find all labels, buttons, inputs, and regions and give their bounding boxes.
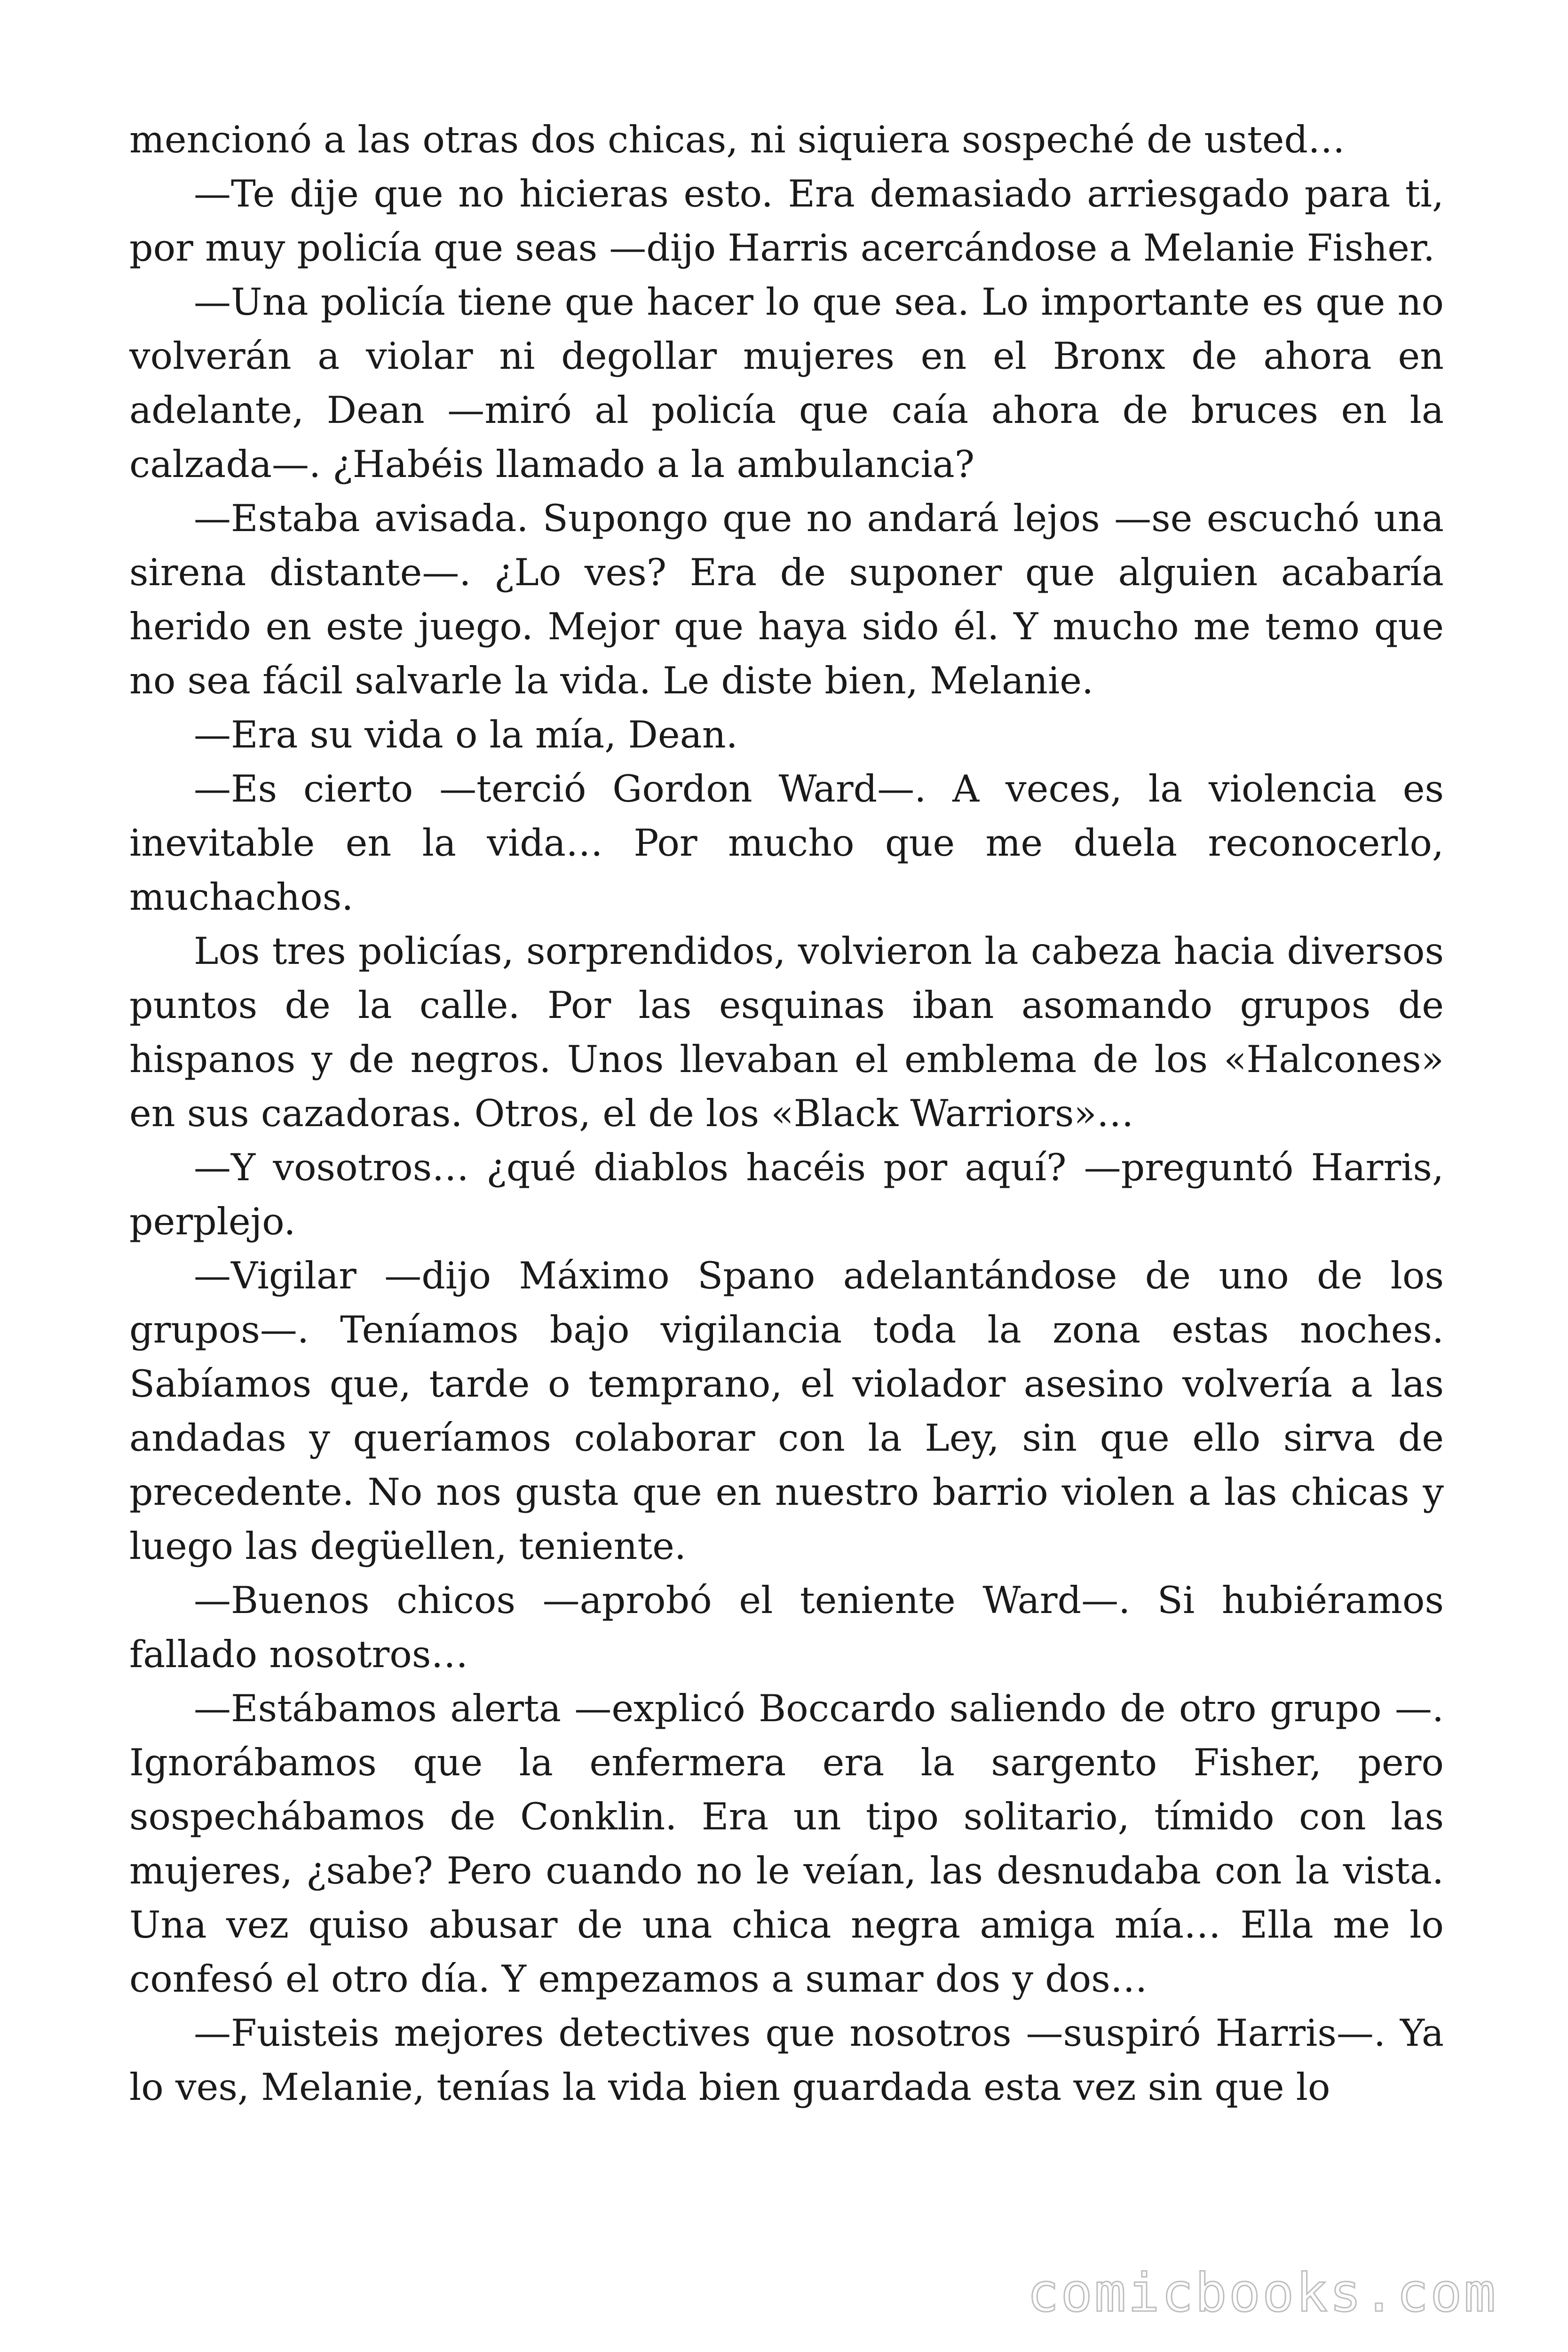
paragraph: —Una policía tiene que hacer lo que sea. Lo importante es que no volverán a violar ni degollar mujeres en el Bronx de ahora en adelante, Dean —miró al policía que caía ahora de bruces en la calzada—. ¿Habéis llamado a la ambulancia? (129, 280, 1444, 486)
watermark: comicbooks.com (1027, 2263, 1497, 2324)
paragraph: —Es cierto —terció Gordon Ward—. A veces, la violencia es inevitable en la vida… Por mucho que me duela reconocerlo, muchachos. (129, 767, 1444, 919)
page-text (129, 113, 1444, 2244)
paragraph: —Estaba avisada. Supongo que no andará lejos —se escuchó una sirena distante—. ¿Lo ves? Era de suponer que alguien acabaría herido en este juego. Mejor que haya sido él. Y mucho me temo que no sea fácil salvarle la vida. Le diste bien, Melanie. (129, 497, 1444, 702)
paragraph: —Estábamos alerta —explicó Boccardo saliendo de otro grupo —. Ignorábamos que la enfermera era la sargento Fisher, pero sospechábamos de Conklin. Era un tipo solitario, tímido con las mujeres, ¿sabe? Pero cuando no le veían, las desnudaba con la vista. Una vez quiso abusar de una chica negra amiga mía… Ella me lo confesó el otro día. Y empezamos a sumar dos y dos… (129, 1687, 1444, 2001)
paragraph: —Era su vida o la mía, Dean. (194, 713, 738, 756)
paragraph: —Y vosotros… ¿qué diablos hacéis por aquí? —preguntó Harris, perplejo. (129, 1146, 1444, 1243)
paragraph: —Fuisteis mejores detectives que nosotros —suspiró Harris—. Ya lo ves, Melanie, tenías la vida bien guardada esta vez sin que lo (129, 2011, 1444, 2109)
paragraph: —Vigilar —dijo Máximo Spano adelantándose de uno de los grupos—. Teníamos bajo vigilancia toda la zona estas noches. Sabíamos que, tarde o temprano, el violador asesino volvería a las andadas y queríamos colaborar con la Ley, sin que ello sirva de precedente. No nos gusta que en nuestro barrio violen a las chicas y luego las degüellen, teniente. (129, 1254, 1444, 1568)
paragraph-continuation: mencionó a las otras dos chicas, ni siquiera sospeché de usted… (129, 118, 1345, 161)
paragraph: —Te dije que no hicieras esto. Era demasiado arriesgado para ti, por muy policía que seas —dijo Harris acercándose a Melanie Fisher. (129, 172, 1444, 270)
paragraph: —Buenos chicos —aprobó el teniente Ward—. Si hubiéramos fallado nosotros… (129, 1579, 1444, 1676)
paragraph: Los tres policías, sorprendidos, volvieron la cabeza hacia diversos puntos de la calle. Por las esquinas iban asomando grupos de hispanos y de negros. Unos llevaban el emblema de los «Halcones» en sus cazadoras. Otros, el de los «Black Warriors»… (129, 930, 1444, 1135)
